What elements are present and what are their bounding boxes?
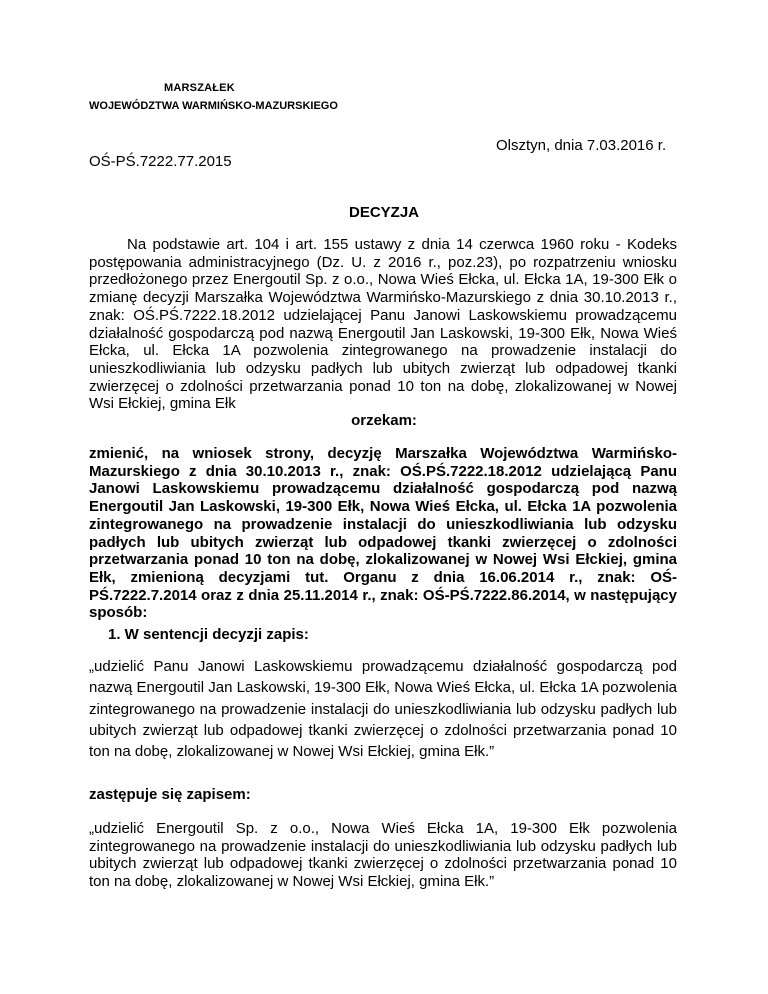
issuer-title-line2: WOJEWÓDZTWA WARMIŃSKO-MAZURSKIEGO	[89, 100, 338, 112]
intro-paragraph: Na podstawie art. 104 i art. 155 ustawy z dnia 14 czerwca 1960 roku - Kodeks postępowania administracyjnego (Dz. U. z 2016 r., poz.23), po rozpatrzeniu wniosku przedłożonego przez Energoutil Sp. z o.o., Nowa Wieś Ełcka, ul. Ełcka 1A, 19-300 Ełk o zmianę decyzji Marszałka Województwa Warmińsko-Mazurskiego z dnia 30.10.2013 r., znak: OŚ.PŚ.7222.18.2012 udzielającej Panu Janowi Laskowskiemu prowadzącemu działalność gospodarczą pod nazwą Energoutil Jan Laskowski, 19-300 Ełk, Nowa Wieś Ełcka, ul. Ełcka 1A pozwolenia zintegrowanego na prowadzenie instalacji do unieszkodliwiania lub odzysku padłych lub ubitych zwierząt lub odpadowej tkanki zwierzęcej o zdolności przetwarzania ponad 10 ton na dobę, zlokalizowanej w Nowej Wsi Ełckiej, gmina Ełk	[89, 236, 677, 413]
issuer-title-line1: MARSZAŁEK	[164, 82, 235, 94]
point-1-heading: 1. W sentencji decyzji zapis:	[108, 626, 309, 643]
document-title: DECYZJA	[348, 204, 419, 221]
document-date: Olsztyn, dnia 7.03.2016 r.	[496, 137, 667, 154]
replaced-heading: zastępuje się zapisem:	[89, 786, 251, 803]
ruling-heading: orzekam:	[351, 412, 417, 429]
quote-old-wording: „udzielić Panu Janowi Laskowskiemu prowadzącemu działalność gospodarczą pod nazwą Energoutil Jan Laskowski, 19-300 Ełk, Nowa Wieś Ełcka, ul. Ełcka 1A pozwolenia zintegrowanego na prowadzenie instalacji do unieszkodliwiania lub odzysku padłych lub ubitych zwierząt lub odpadowej tkanki zwierzęcej o zdolności przetwarzania ponad 10 ton na dobę, zlokalizowanej w Nowej Wsi Ełckiej, gmina Ełk.”	[89, 658, 677, 761]
quote-new-wording: „udzielić Energoutil Sp. z o.o., Nowa Wieś Ełcka 1A, 19-300 Ełk pozwolenia zintegrowanego na prowadzenie instalacji do unieszkodliwiania lub odzysku padłych lub ubitych zwierząt lub odpadowej tkanki zwierzęcej o zdolności przetwarzania ponad 10 ton na dobę, zlokalizowanej w Nowej Wsi Ełckiej, gmina Ełk.”	[89, 820, 677, 891]
reference-number: OŚ-PŚ.7222.77.2015	[89, 153, 232, 170]
ruling-paragraph: zmienić, na wniosek strony, decyzję Marszałka Województwa Warmińsko-Mazurskiego z dnia 30.10.2013 r., znak: OŚ.PŚ.7222.18.2012 udzielającą Panu Janowi Laskowskiemu prowadzącemu działalność gospodarczą pod nazwą Energoutil Jan Laskowski, 19-300 Ełk, Nowa Wieś Ełcka, ul. Ełcka 1A pozwolenia zintegrowanego na prowadzenie instalacji do unieszkodliwiania lub odzysku padłych lub ubitych zwierząt lub odpadowej tkanki zwierzęcej o zdolności przetwarzania ponad 10 ton na dobę, zlokalizowanej w Nowej Wsi Ełckiej, gmina Ełk, zmienioną decyzjami tut. Organu z dnia 16.06.2014 r., znak: OŚ-PŚ.7222.7.2014 oraz z dnia 25.11.2014 r., znak: OŚ-PŚ.7222.86.2014, w następujący sposób:	[89, 445, 677, 622]
